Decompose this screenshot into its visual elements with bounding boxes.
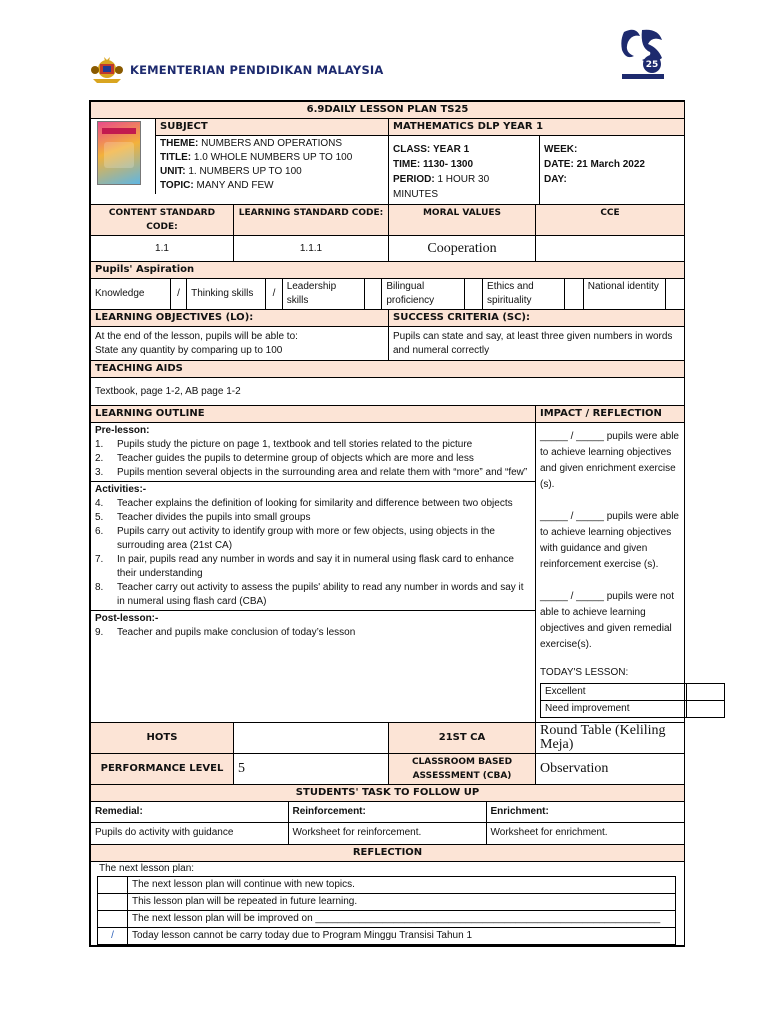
reflection-option-text: The next lesson plan will be improved on ______________________________________________________________ bbox=[128, 911, 676, 928]
textbook-cover-image bbox=[97, 121, 141, 185]
aspiration-thinking: Thinking skills bbox=[187, 279, 266, 309]
post-lesson-item-number: 9. bbox=[95, 627, 104, 638]
class-label: CLASS: bbox=[393, 144, 431, 155]
impact-para-3: _____ / _____ pupils were not able to achieve learning objectives and given remedial exercise(s). bbox=[540, 591, 674, 650]
lesson-plan-document bbox=[89, 100, 685, 947]
moral-values-header: MORAL VALUES bbox=[389, 205, 536, 236]
period-line bbox=[393, 172, 535, 202]
pre-lesson-item-text: Pupils study the picture on page 1, textbook and tell stories related to the picture bbox=[117, 439, 473, 450]
unit-label: UNIT: bbox=[160, 166, 186, 177]
theme-value: NUMBERS AND OPERATIONS bbox=[201, 138, 343, 149]
cba-label: CLASSROOM BASED ASSESSMENT (CBA) bbox=[389, 754, 536, 785]
activity-item-text: Teacher explains the definition of looking for similarity and difference between two objects bbox=[117, 498, 513, 509]
aspiration-leadership: Leadership skills bbox=[282, 279, 364, 309]
activity-item bbox=[95, 497, 531, 511]
unit-line bbox=[160, 165, 384, 179]
subject-label: SUBJECT bbox=[156, 119, 388, 136]
class-value: YEAR 1 bbox=[433, 144, 470, 155]
students-task-heading: STUDENTS' TASK TO FOLLOW UP bbox=[91, 785, 685, 802]
theme-line bbox=[160, 137, 384, 151]
reinforcement-label: Reinforcement: bbox=[288, 802, 486, 822]
excellent-label: Excellent bbox=[541, 684, 687, 701]
topic-line bbox=[160, 179, 384, 193]
activity-item bbox=[95, 511, 531, 525]
hots-value bbox=[234, 723, 389, 754]
pre-lesson-item-number: 1. bbox=[95, 439, 104, 450]
learning-standard-value: 1.1.1 bbox=[234, 236, 389, 262]
cce-header: CCE bbox=[536, 205, 685, 236]
reflection-option-row bbox=[98, 894, 676, 911]
learning-outline-body bbox=[91, 423, 536, 723]
activity-item bbox=[95, 525, 531, 553]
aspiration-knowledge: Knowledge bbox=[91, 279, 170, 309]
class-block bbox=[389, 119, 685, 205]
ts25-logo-icon bbox=[618, 26, 668, 82]
date-label: DATE: bbox=[544, 159, 574, 170]
ca21-label: 21ST CA bbox=[389, 723, 536, 754]
pre-lesson-item-text: Pupils mention several objects in the surrounding area and relate them with “more” and “few” bbox=[117, 467, 528, 478]
reflection-options bbox=[97, 876, 676, 945]
lo-line-1: At the end of the lesson, pupils will be able to: bbox=[95, 330, 298, 342]
aspiration-thinking-mark: / bbox=[266, 279, 282, 309]
reflection-option-text: The next lesson plan will continue with new topics. bbox=[128, 877, 676, 894]
reflection-option-row bbox=[98, 928, 676, 945]
post-lesson-item bbox=[95, 626, 531, 640]
activity-item-number: 8. bbox=[95, 582, 104, 593]
reflection-intro: The next lesson plan: bbox=[99, 863, 195, 874]
reinforcement-text: Worksheet for reinforcement. bbox=[288, 822, 486, 844]
period-label: PERIOD: bbox=[393, 174, 435, 185]
title-line bbox=[160, 151, 384, 165]
hots-label: HOTS bbox=[91, 723, 234, 754]
pre-lesson-heading: Pre-lesson: bbox=[95, 425, 150, 436]
reflection-option-row bbox=[98, 911, 676, 928]
enrichment-text: Worksheet for enrichment. bbox=[486, 822, 685, 844]
week-label: WEEK: bbox=[544, 144, 578, 155]
theme-label: THEME: bbox=[160, 138, 199, 149]
activity-item bbox=[95, 553, 531, 581]
post-lesson-section bbox=[91, 611, 535, 646]
enrichment-label: Enrichment: bbox=[486, 802, 685, 822]
activity-item-text: Teacher divides the pupils into small groups bbox=[117, 512, 311, 523]
pre-lesson-item bbox=[95, 452, 531, 466]
ministry-header bbox=[90, 54, 384, 86]
pre-lesson-item-number: 3. bbox=[95, 467, 104, 478]
aspiration-national-mark bbox=[666, 279, 684, 309]
lesson-plan-table bbox=[90, 101, 685, 946]
cce-value bbox=[536, 236, 685, 262]
activity-item bbox=[95, 581, 531, 609]
todays-lesson-label: TODAY'S LESSON: bbox=[540, 667, 629, 678]
time-label: TIME: bbox=[393, 159, 421, 170]
activity-item-text: Teacher carry out activity to assess the pupils' ability to read any number in words and say it in numeral using flash card (CBA) bbox=[117, 582, 524, 607]
learning-outline-heading: LEARNING OUTLINE bbox=[91, 406, 536, 423]
performance-level-label: PERFORMANCE LEVEL bbox=[91, 754, 234, 785]
aspiration-leadership-mark bbox=[365, 279, 382, 309]
content-standard-header: CONTENT STANDARD CODE: bbox=[91, 205, 234, 236]
title-value: 1.0 WHOLE NUMBERS UP TO 100 bbox=[193, 152, 353, 163]
impact-para-1: _____ / _____ pupils were able to achieve learning objectives and given enrichment exercise (s). bbox=[540, 431, 679, 490]
remedial-label: Remedial: bbox=[91, 802, 288, 822]
reflection-option-row bbox=[98, 877, 676, 894]
activity-item-number: 7. bbox=[95, 554, 104, 565]
topic-value: MANY AND FEW bbox=[196, 180, 274, 191]
pre-lesson-item bbox=[95, 466, 531, 480]
malaysia-crest-icon bbox=[90, 55, 124, 85]
students-task-block bbox=[91, 802, 685, 845]
sc-text: Pupils can state and say, at least three given numbers in words and numeral correctly bbox=[389, 327, 685, 361]
subject-block bbox=[91, 119, 389, 205]
teaching-aids-heading: TEACHING AIDS bbox=[91, 361, 685, 378]
activities-list bbox=[95, 497, 531, 609]
subject-value: MATHEMATICS DLP YEAR 1 bbox=[389, 119, 684, 136]
plan-title: 6.9DAILY LESSON PLAN TS25 bbox=[91, 102, 685, 119]
activity-item-number: 5. bbox=[95, 512, 104, 523]
date-line bbox=[544, 157, 680, 172]
impact-para-2: _____ / _____ pupils were able to achieve learning objectives with guidance and given reinforcement exercise (s). bbox=[540, 511, 679, 570]
activities-heading: Activities:- bbox=[95, 484, 147, 495]
post-lesson-heading: Post-lesson:- bbox=[95, 613, 159, 624]
remedial-text: Pupils do activity with guidance bbox=[91, 822, 288, 844]
activity-item-number: 6. bbox=[95, 526, 104, 537]
reflection-option-mark[interactable] bbox=[98, 911, 128, 928]
activity-item-text: Pupils carry out activity to identify group with more or few objects, using objects in the surrouding area (21st CA) bbox=[117, 526, 495, 551]
day-label: DAY: bbox=[544, 174, 567, 185]
pre-lesson-item-text: Teacher guides the pupils to determine group of objects which are more and less bbox=[117, 453, 474, 464]
reflection-option-mark[interactable] bbox=[98, 894, 128, 911]
pre-lesson-item bbox=[95, 438, 531, 452]
need-improvement-label: Need improvement bbox=[541, 701, 687, 718]
pre-lesson-item-number: 2. bbox=[95, 453, 104, 464]
aspiration-ethics-mark bbox=[565, 279, 583, 309]
reflection-option-text: Today lesson cannot be carry today due to Program Minggu Transisi Tahun 1 bbox=[128, 928, 676, 945]
post-lesson-list bbox=[95, 626, 531, 640]
activity-item-number: 4. bbox=[95, 498, 104, 509]
performance-level-value: 5 bbox=[234, 754, 389, 785]
aspiration-bilingual: Bilingual proficiency bbox=[382, 279, 464, 309]
reflection-option-mark[interactable] bbox=[98, 877, 128, 894]
activities-section bbox=[91, 482, 535, 611]
ministry-name: KEMENTERIAN PENDIDIKAN MALAYSIA bbox=[130, 63, 384, 77]
lo-text bbox=[91, 327, 389, 361]
unit-value: 1. NUMBERS UP TO 100 bbox=[188, 166, 302, 177]
reflection-option-mark[interactable]: / bbox=[98, 928, 128, 945]
time-value: 1130- 1300 bbox=[423, 159, 474, 170]
pre-lesson-list bbox=[95, 438, 531, 480]
cba-value: Observation bbox=[536, 754, 685, 785]
reflection-body bbox=[91, 862, 685, 946]
need-improvement-mark bbox=[687, 701, 725, 718]
logo-number: 25 bbox=[645, 60, 659, 70]
lo-line-2: State any quantity by comparing up to 100 bbox=[95, 344, 283, 356]
aspiration-national: National identity bbox=[583, 279, 665, 309]
sc-heading: SUCCESS CRITERIA (SC): bbox=[389, 310, 685, 327]
title-label: TITLE: bbox=[160, 152, 192, 163]
pre-lesson-section bbox=[91, 423, 535, 482]
period-value: 1 HOUR 30 MINUTES bbox=[393, 174, 490, 200]
time-line bbox=[393, 157, 535, 172]
teaching-aids-text: Textbook, page 1-2, AB page 1-2 bbox=[91, 378, 685, 406]
aspiration-heading: Pupils' Aspiration bbox=[91, 262, 685, 279]
topic-label: TOPIC: bbox=[160, 180, 194, 191]
ca21-value: Round Table (Keliling Meja) bbox=[536, 723, 685, 754]
todays-lesson-table bbox=[540, 683, 725, 718]
aspiration-knowledge-mark: / bbox=[170, 279, 186, 309]
reflection-option-text: This lesson plan will be repeated in future learning. bbox=[128, 894, 676, 911]
post-lesson-item-text: Teacher and pupils make conclusion of today’s lesson bbox=[117, 627, 356, 638]
aspiration-row bbox=[91, 279, 685, 310]
impact-body bbox=[536, 423, 685, 723]
aspiration-bilingual-mark bbox=[464, 279, 482, 309]
class-line bbox=[393, 142, 535, 157]
activity-item-text: In pair, pupils read any number in words and say it in numeral using flask card to enhance their understanding bbox=[117, 554, 514, 579]
content-standard-value: 1.1 bbox=[91, 236, 234, 262]
date-value: 21 March 2022 bbox=[576, 159, 645, 170]
excellent-mark bbox=[687, 684, 725, 701]
lo-heading: LEARNING OBJECTIVES (LO): bbox=[91, 310, 389, 327]
moral-value: Cooperation bbox=[389, 236, 536, 262]
impact-heading: IMPACT / REFLECTION bbox=[536, 406, 685, 423]
aspiration-ethics: Ethics and spirituality bbox=[483, 279, 565, 309]
learning-standard-header: LEARNING STANDARD CODE: bbox=[234, 205, 389, 236]
reflection-heading: REFLECTION bbox=[91, 845, 685, 862]
